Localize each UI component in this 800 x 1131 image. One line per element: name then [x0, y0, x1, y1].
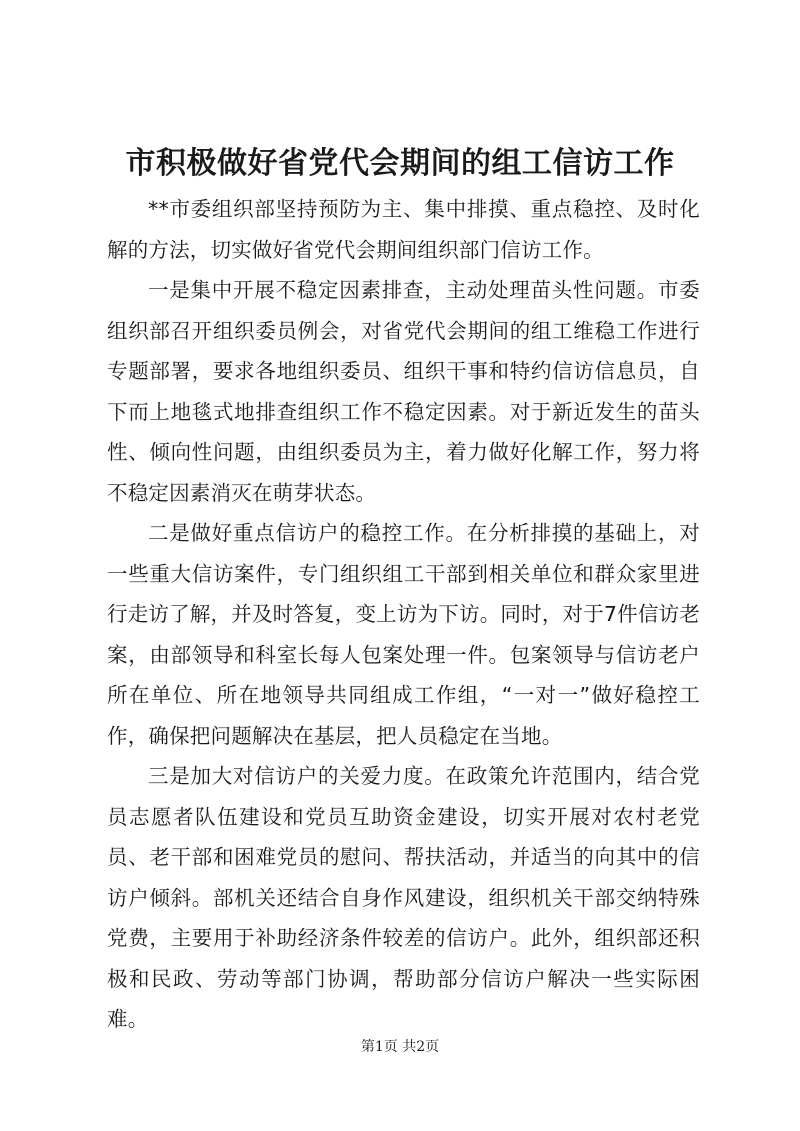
- paragraph-intro: **市委组织部坚持预防为主、集中排摸、重点稳控、及时化解的方法，切实做好省党代会期间组织部门信访工作。: [107, 197, 700, 262]
- document-title: 市积极做好省党代会期间的组工信访工作: [125, 146, 675, 181]
- paragraph-1: 一是集中开展不稳定因素排查，主动处理苗头性问题。市委组织部召开组织委员例会，对省党代会期间的组工维稳工作进行专题部署，要求各地组织委员、组织干事和特约信访信息员，自下而上地毯式地排查组织工作不稳定因素。对于新近发生的苗头性、倾向性问题，由组织委员为主，着力做好化解工作，努力将不稳定因素消灭在萌芽状态。: [107, 278, 700, 505]
- paragraph-3: 三是加大对信访户的关爱力度。在政策允许范围内，结合党员志愿者队伍建设和党员互助资金建设，切实开展对农村老党员、老干部和困难党员的慰问、帮扶活动，并适当的向其中的信访户倾斜。部机关还结合自身作风建设，组织机关干部交纳特殊党费，主要用于补助经济条件较差的信访户。此外，组织部还积极和民政、劳动等部门协调，帮助部分信访户解决一些实际困难。: [107, 764, 700, 1031]
- paragraph-2: 二是做好重点信访户的稳控工作。在分析排摸的基础上，对一些重大信访案件，专门组织组工干部到相关单位和群众家里进行走访了解，并及时答复，变上访为下访。同时，对于7件信访老案，由部领导和科室长每人包案处理一件。包案领导与信访老户所在单位、所在地领导共同组成工作组，“一对一”做好稳控工作，确保把问题解决在基层，把人员稳定在当地。: [107, 521, 700, 748]
- document-body: [107, 189, 700, 1040]
- page-number-footer: 第1页 共2页: [360, 1039, 440, 1055]
